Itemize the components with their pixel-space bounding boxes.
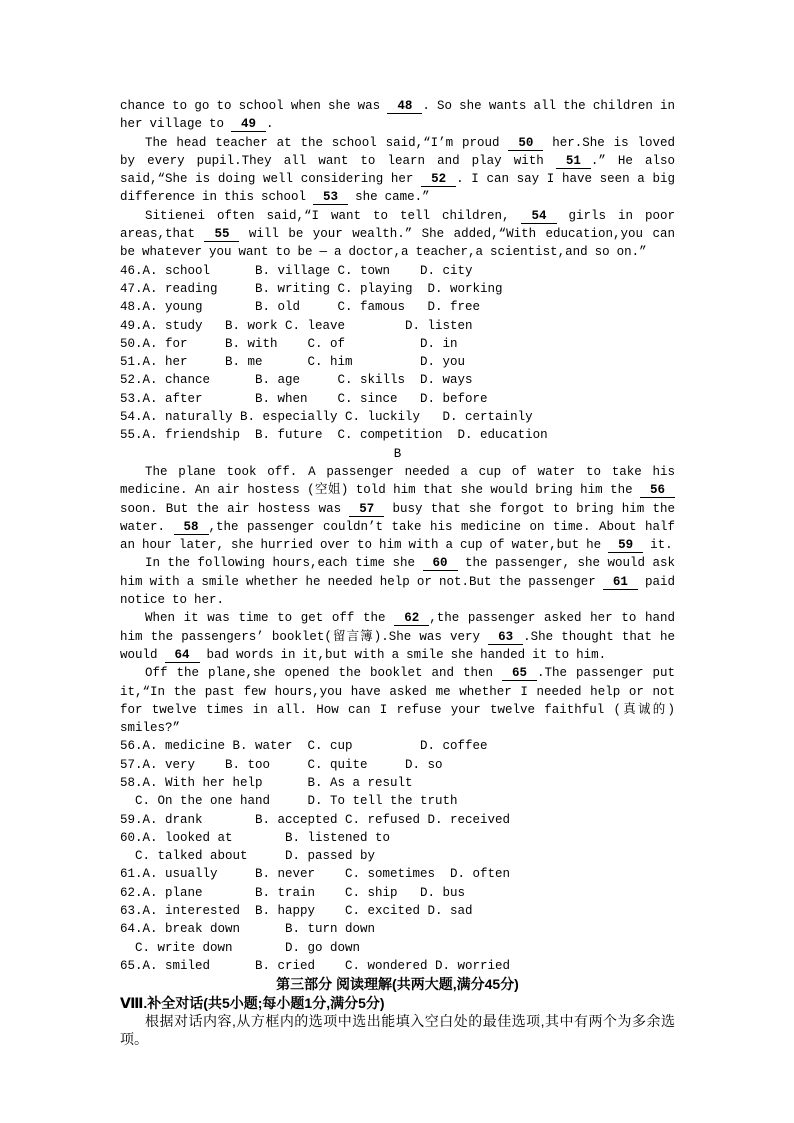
cloze-blank: 59 [608, 538, 643, 553]
option-line: 47.A. reading B. writing C. playing D. working [120, 281, 503, 296]
option-line: 59.A. drank B. accepted C. refused D. received [120, 812, 511, 827]
cloze-a-passage [120, 97, 675, 262]
option-line: C. On the one hand D. To tell the truth [120, 794, 458, 809]
cloze-blank: 57 [349, 502, 384, 517]
cloze-blank: 65 [502, 666, 537, 681]
cloze-blank: 48 [387, 99, 422, 114]
cloze-blank: 62 [394, 611, 429, 626]
option-line: C. write down D. go down [120, 940, 361, 955]
cloze-blank: 64 [165, 648, 200, 663]
option-line: 50.A. for B. with C. of D. in [120, 336, 458, 351]
cloze-blank: 61 [603, 575, 638, 590]
option-line: 64.A. break down B. turn down [120, 922, 376, 937]
passage-paragraph: Off the plane,she opened the booklet and then 65 .The passenger put it,“In the past few hours,you have asked me whether I needed help or not for twelve times in all. How can I refuse your twelve faithful (真诚的) smiles?” [120, 666, 675, 736]
passage-paragraph: The plane took off. A passenger needed a cup of water to take his medicine. An air hostess (空姐) told him that she would bring him the 56 soon. But the air hostess was 57 busy that she forgot to bring him the water. 58 ,the passenger couldn’t take his medicine on time. About half an hour later, she hurried over to him with a cup of water,but he 59 it. [120, 464, 675, 553]
passage-paragraph: Sitienei often said,“I want to tell children, 54 girls in poor areas,that 55 will be your wealth.” She added,“With education,you can be whatever you want to be — a doctor,a teacher,a scientist,and so on.” [120, 208, 675, 260]
cloze-a-options [120, 262, 675, 445]
dialogue-instructions: 根据对话内容,从方框内的选项中选出能填入空白处的最佳选项,其中有两个为多余选项。 [120, 1012, 675, 1048]
option-line: 61.A. usually B. never C. sometimes D. often [120, 867, 511, 882]
cloze-blank: 63 [488, 630, 523, 645]
cloze-blank: 49 [231, 117, 266, 132]
passage-paragraph: chance to go to school when she was 48 . So she wants all the children in her village to 49 . [120, 99, 676, 132]
cloze-b-passage [120, 463, 675, 737]
cloze-blank: 60 [423, 556, 458, 571]
option-line: C. talked about D. passed by [120, 849, 376, 864]
option-line: 53.A. after B. when C. since D. before [120, 391, 488, 406]
cloze-blank: 51 [556, 154, 591, 169]
option-line: 55.A. friendship B. future C. competition D. education [120, 428, 548, 443]
section8-heading: Ⅷ.补全对话(共5小题;每小题1分,满分5分) [120, 994, 385, 1011]
option-line: 54.A. naturally B. especially C. luckily D. certainly [120, 410, 533, 425]
option-line: 60.A. looked at B. listened to [120, 830, 391, 845]
option-line: 51.A. her B. me C. him D. you [120, 355, 466, 370]
cloze-blank: 50 [508, 136, 543, 151]
option-line: 52.A. chance B. age C. skills D. ways [120, 373, 473, 388]
option-line: 46.A. school B. village C. town D. city [120, 263, 473, 278]
section-b-label: B [393, 446, 402, 461]
option-line: 48.A. young B. old C. famous D. free [120, 300, 481, 315]
option-line: 57.A. very B. too C. quite D. so [120, 757, 443, 772]
part3-heading: 第三部分 阅读理解(共两大题,满分45分) [276, 976, 519, 993]
option-line: 65.A. smiled B. cried C. wondered D. worried [120, 958, 511, 973]
cloze-blank: 55 [204, 227, 239, 242]
cloze-blank: 56 [640, 483, 675, 498]
option-line: 62.A. plane B. train C. ship D. bus [120, 885, 466, 900]
cloze-blank: 54 [521, 209, 556, 224]
cloze-blank: 58 [174, 520, 209, 535]
passage-paragraph: In the following hours,each time she 60 the passenger, she would ask him with a smile whether he needed help or not.But the passenger 61 paid notice to her. [120, 556, 676, 608]
cloze-b-options [120, 737, 675, 975]
passage-paragraph: The head teacher at the school said,“I’m proud 50 her.She is loved by every pupil.They all want to learn and play with 51 .” He also said,“She is doing well considering her 52 . I can say I have seen a big difference in this school 53 she came.” [120, 135, 675, 205]
option-line: 58.A. With her help B. As a result [120, 775, 413, 790]
cloze-blank: 52 [421, 172, 456, 187]
option-line: 49.A. study B. work C. leave D. listen [120, 318, 473, 333]
option-line: 63.A. interested B. happy C. excited D. sad [120, 904, 473, 919]
cloze-blank: 53 [313, 190, 348, 205]
option-line: 56.A. medicine B. water C. cup D. coffee [120, 739, 488, 754]
passage-paragraph: When it was time to get off the 62 ,the passenger asked her to hand him the passengers’ booklet(留言簿).She was very 63 .She thought that he would 64 bad words in it,but with a smile she handed it to him. [120, 611, 675, 662]
